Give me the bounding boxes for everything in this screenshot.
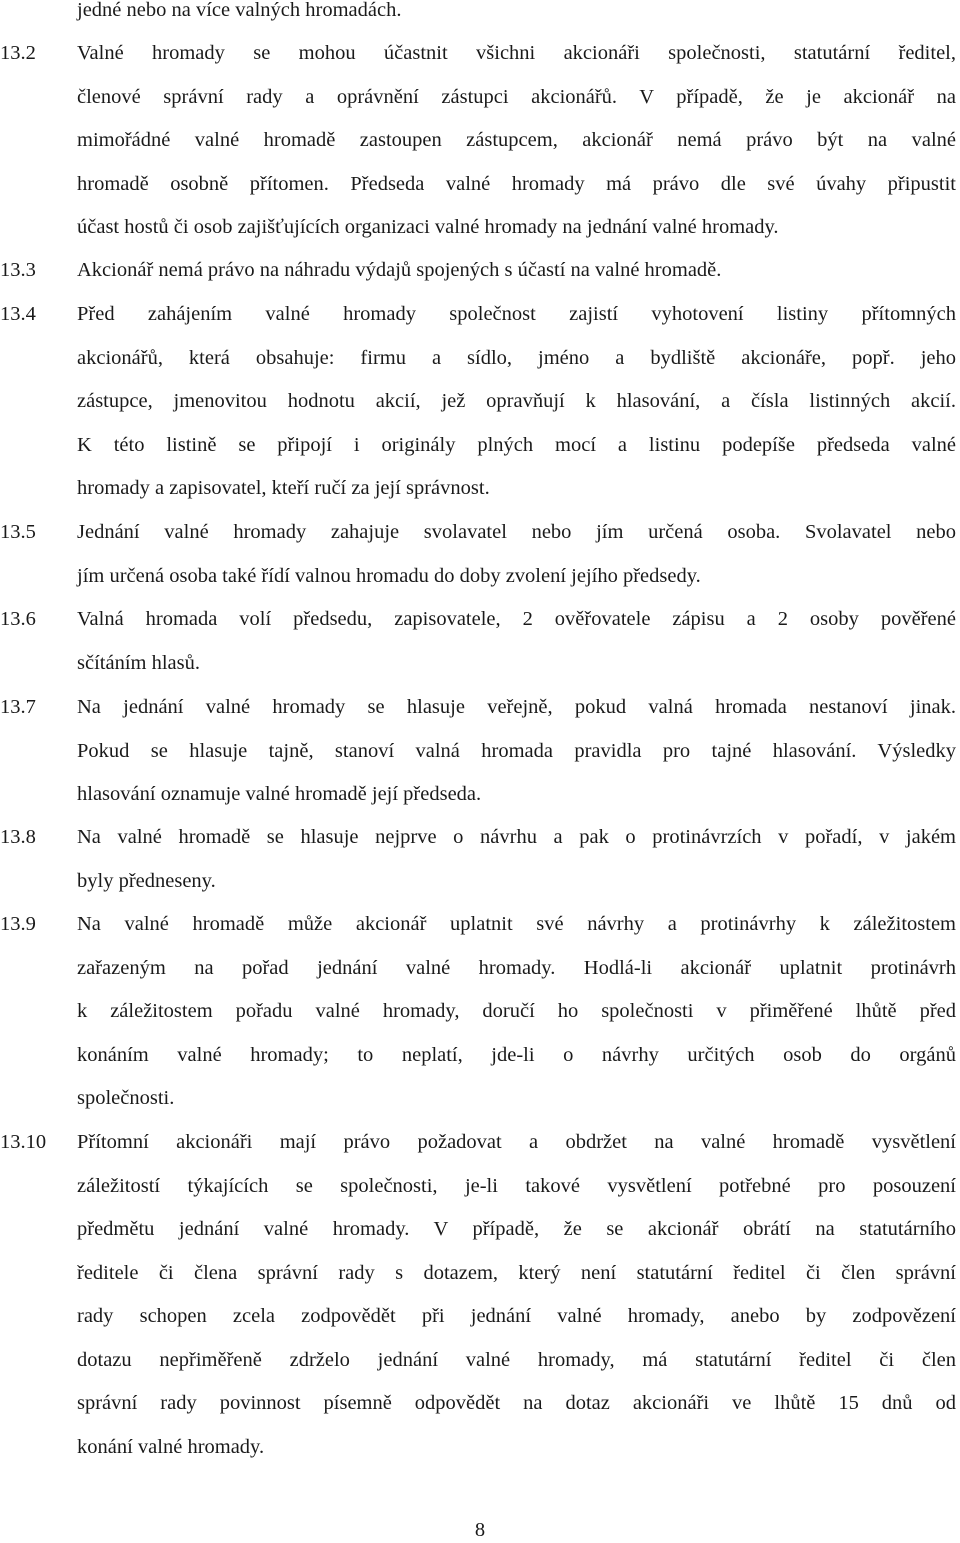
text-line: hromady a zapisovatel, kteří ručí za její správnost.	[77, 477, 490, 499]
text-line: konáním valné hromady; to neplatí, jde-li o návrhy určitých osob do orgánů	[77, 1043, 956, 1066]
text-line: Na valné hromadě může akcionář uplatnit své návrhy a protinávrhy k záležitostem	[77, 913, 956, 935]
clause-number: 13.2	[0, 42, 36, 64]
clause-number: 13.3	[0, 259, 36, 281]
text-line: k záležitostem pořadu valné hromady, doručí ho společnosti v přiměřené lhůtě před	[77, 1000, 956, 1022]
clause-number: 13.8	[0, 826, 36, 848]
text-line: mimořádné valné hromadě zastoupen zástupcem, akcionář nemá právo být na valné	[77, 129, 956, 151]
clause-text	[77, 686, 956, 817]
clause-text	[77, 249, 956, 293]
text-line: sčítáním hlasů.	[77, 651, 200, 674]
text-line: zástupce, jmenovitou hodnotu akcií, jež opravňují k hlasování, a čísla listinných akcií.	[77, 390, 956, 412]
clause-number: 13.5	[0, 521, 36, 543]
clause-number: 13.6	[0, 608, 36, 630]
clause-text	[77, 1121, 956, 1469]
text-line: dotazu nepřiměřeně zdrželo jednání valné hromady, má statutární ředitel či člen	[77, 1348, 956, 1371]
text-line: Na jednání valné hromady se hlasuje veřejně, pokud valná hromada nestanoví jinak.	[77, 696, 956, 718]
text-line: konání valné hromady.	[77, 1435, 265, 1458]
intro-line: jedné nebo na více valných hromadách.	[77, 0, 402, 21]
clause-number: 13.7	[0, 696, 36, 718]
text-line: Jednání valné hromady zahajuje svolavatel nebo jím určená osoba. Svolavatel nebo	[77, 521, 956, 543]
clause-text	[77, 598, 956, 685]
text-line: Valné hromady se mohou účastnit všichni akcionáři společnosti, statutární ředitel,	[77, 42, 956, 64]
clause-text	[77, 511, 956, 598]
text-line: společnosti.	[77, 1087, 175, 1109]
text-line: Přítomní akcionáři mají právo požadovat a obdržet na valné hromadě vysvětlení	[77, 1131, 956, 1153]
text-line: jím určená osoba také řídí valnou hromadu do doby zvolení jejího předsedy.	[77, 564, 701, 587]
clause-number: 13.4	[0, 303, 36, 325]
text-line: zařazeným na pořad jednání valné hromady. Hodlá-li akcionář uplatnit protinávrh	[77, 956, 956, 979]
clause-text	[77, 816, 956, 903]
text-line: záležitostí týkajících se společnosti, je-li takové vysvětlení potřebné pro posouzení	[77, 1174, 956, 1197]
clause-number: 13.9	[0, 913, 36, 935]
page-number: 8	[474, 1519, 486, 1541]
text-line: byly předneseny.	[77, 869, 216, 892]
text-line: Na valné hromadě se hlasuje nejprve o návrhu a pak o protinávrzích v pořadí, v jakém	[77, 826, 956, 848]
text-line: hromadě osobně přítomen. Předseda valné hromady má právo dle své úvahy připustit	[77, 172, 956, 195]
clause-text	[77, 32, 956, 250]
text-line: K této listině se připojí i originály plných mocí a listinu podepíše předseda valné	[77, 433, 956, 456]
text-line: akcionářů, která obsahuje: firmu a sídlo, jméno a bydliště akcionáře, popř. jeho	[77, 346, 956, 369]
text-line: předmětu jednání valné hromady. V případě, že se akcionář obrátí na statutárního	[77, 1218, 956, 1240]
text-line: Před zahájením valné hromady společnost zajistí vyhotovení listiny přítomných	[77, 303, 956, 325]
text-line: hlasování oznamuje valné hromadě její předseda.	[77, 783, 482, 805]
text-line: ředitele či člena správní rady s dotazem, který není statutární ředitel či člen správní	[77, 1261, 956, 1284]
text-line: účast hostů či osob zajišťujících organizaci valné hromady na jednání valné hromady.	[77, 216, 779, 238]
clause-text	[77, 293, 956, 511]
clause-number: 13.10	[0, 1131, 47, 1153]
text-line: správní rady povinnost písemně odpovědět na dotaz akcionáři ve lhůtě 15 dnů od	[77, 1392, 956, 1414]
text-line: Pokud se hlasuje tajně, stanoví valná hromada pravidla pro tajné hlasování. Výsledky	[77, 739, 956, 762]
clause-text	[77, 903, 956, 1121]
text-line: Valná hromada volí předsedu, zapisovatele, 2 ověřovatele zápisu a 2 osoby pověřené	[77, 608, 956, 630]
text-line: Akcionář nemá právo na náhradu výdajů spojených s účastí na valné hromadě.	[77, 259, 722, 281]
text-line: členové správní rady a oprávnění zástupci akcionářů. V případě, že je akcionář na	[77, 85, 956, 108]
text-line: rady schopen zcela zodpovědět při jednání valné hromady, anebo by zodpovězení	[77, 1305, 956, 1327]
